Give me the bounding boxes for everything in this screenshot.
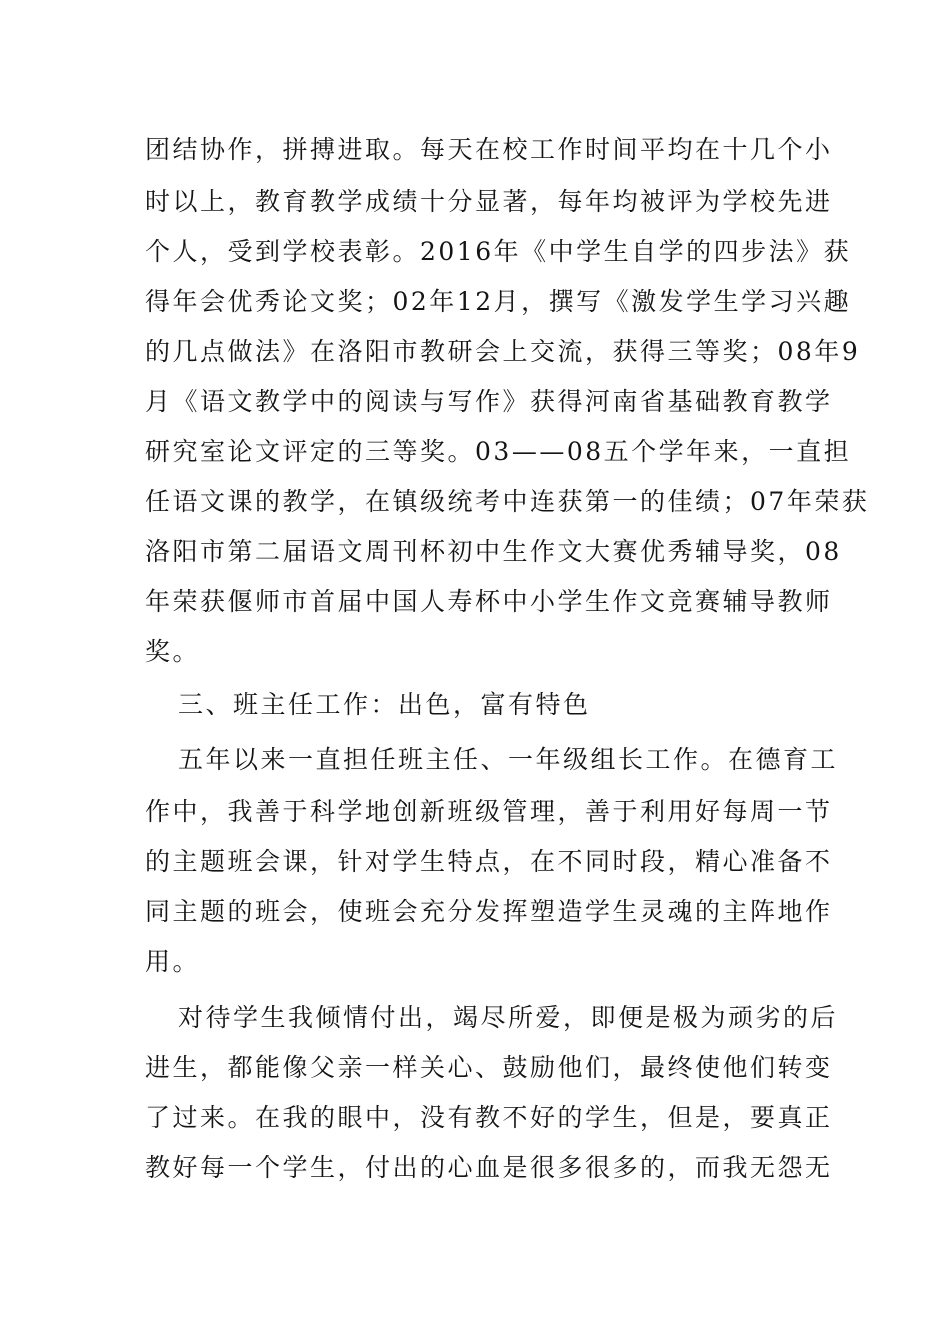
text-line: 的几点做法》在洛阳市教研会上交流，获得三等奖；08年9 [145,337,861,366]
text-line: 研究室论文评定的三等奖。03——08五个学年来，一直担 [145,437,852,466]
text-line: 进生，都能像父亲一样关心、鼓励他们，最终使他们转变 [145,1053,833,1082]
text-line: 团结协作，拼搏进取。每天在校工作时间平均在十几个小 [145,135,833,164]
section-heading: 三、班主任工作：出色，富有特色 [178,690,591,719]
text-line: 得年会优秀论文奖；02年12月，撰写《激发学生学习兴趣 [145,287,852,316]
text-line: 用。 [145,947,201,976]
text-line: 的主题班会课，针对学生特点，在不同时段，精心准备不 [145,847,833,876]
text-line: 年荣获偃师市首届中国人寿杯中小学生作文竞赛辅导教师 [145,587,833,616]
text-line: 了过来。在我的眼中，没有教不好的学生，但是，要真正 [145,1103,833,1132]
text-line: 同主题的班会，使班会充分发挥塑造学生灵魂的主阵地作 [145,897,833,926]
text-line: 作中，我善于科学地创新班级管理，善于利用好每周一节 [145,797,833,826]
text-line: 奖。 [145,637,201,666]
text-line: 对待学生我倾情付出，竭尽所爱，即便是极为顽劣的后 [178,1003,839,1032]
text-line: 个人，受到学校表彰。2016年《中学生自学的四步法》获 [145,237,852,266]
text-line: 洛阳市第二届语文周刊杯初中生作文大赛优秀辅导奖，08 [145,537,842,566]
text-line: 教好每一个学生，付出的心血是很多很多的，而我无怨无 [145,1153,833,1182]
text-line: 任语文课的教学，在镇级统考中连获第一的佳绩；07年荣获 [145,487,870,516]
text-line: 月《语文教学中的阅读与写作》获得河南省基础教育教学 [145,387,833,416]
text-line: 时以上，教育教学成绩十分显著，每年均被评为学校先进 [145,187,833,216]
text-line: 五年以来一直担任班主任、一年级组长工作。在德育工 [178,745,839,774]
